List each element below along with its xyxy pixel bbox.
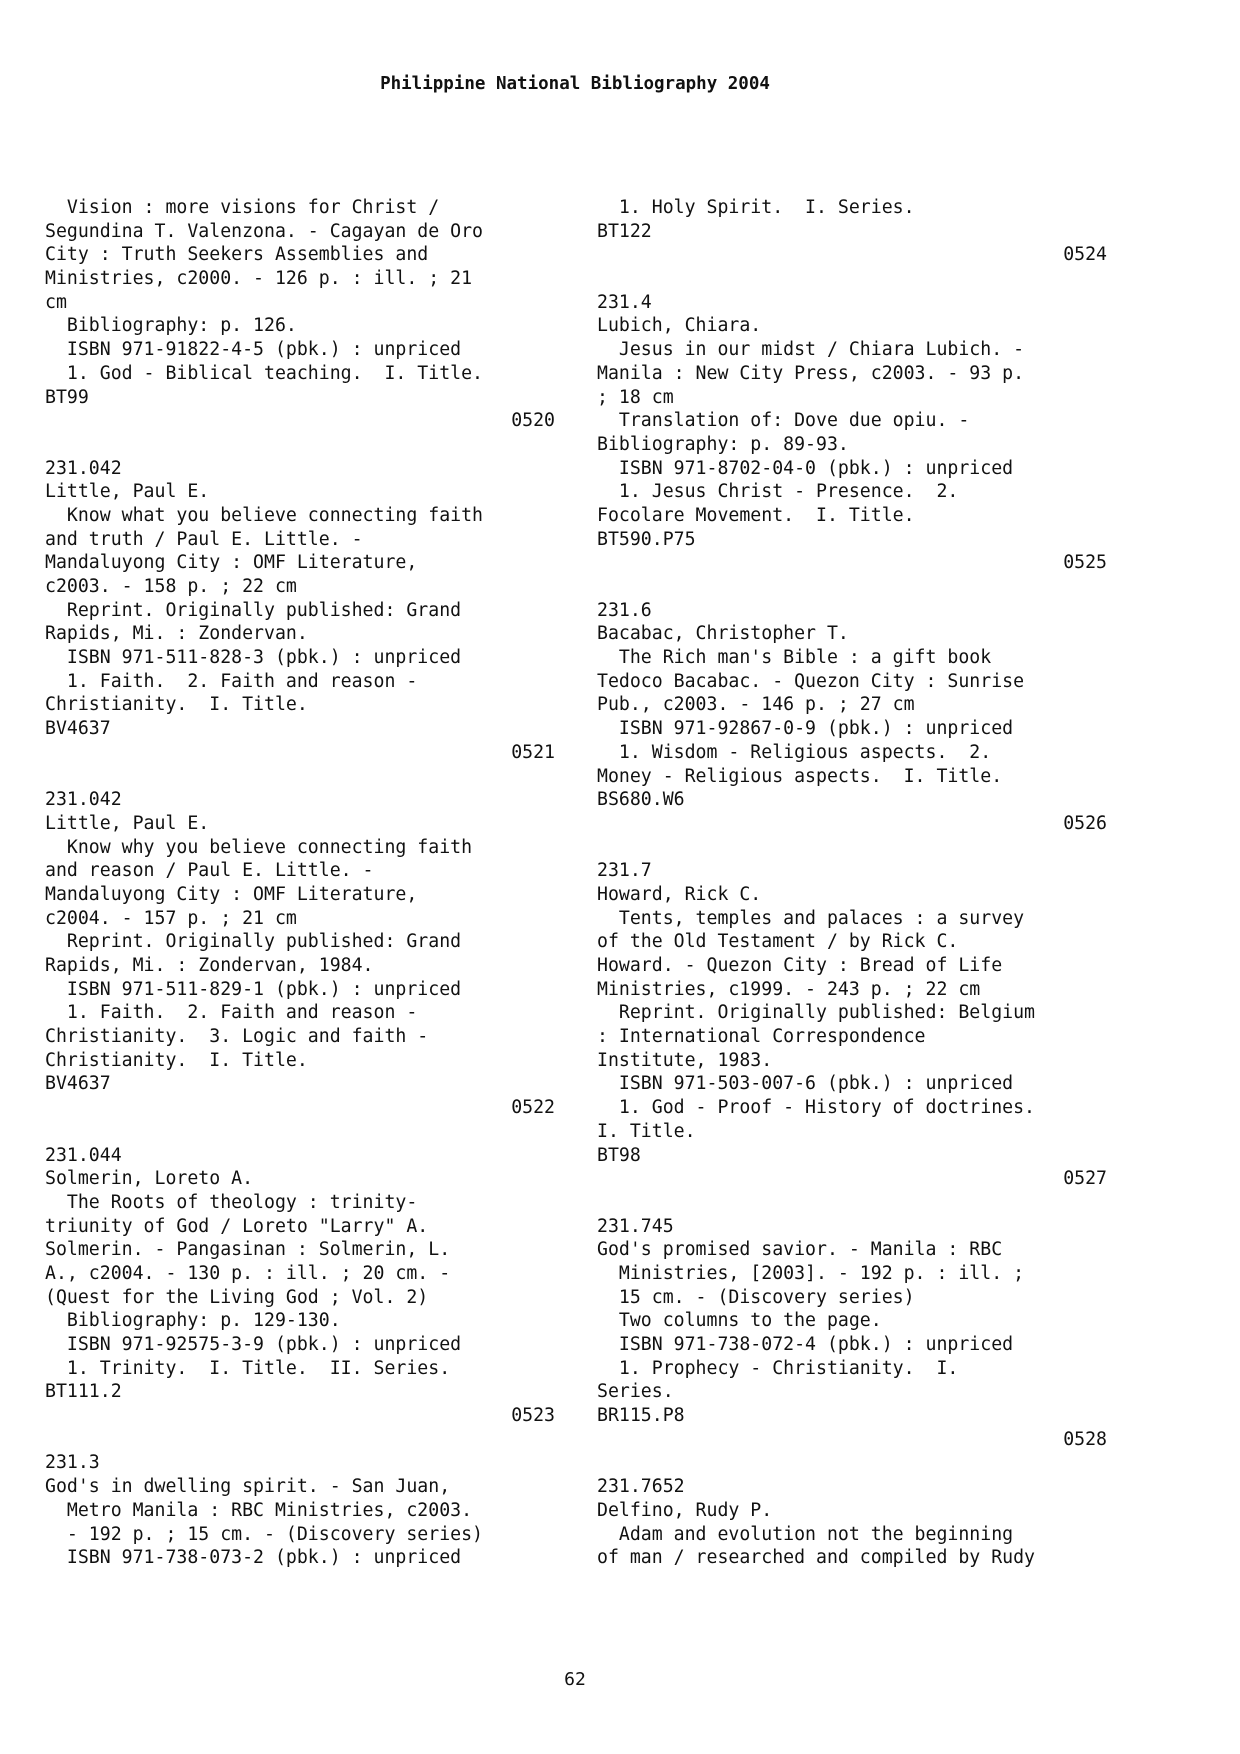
blank-line: [45, 1428, 555, 1452]
entry-line: The Rich man's Bible : a gift book: [597, 647, 992, 669]
entry-line: Institute, 1983.: [597, 1049, 773, 1071]
entry-line: 231.6: [597, 599, 652, 621]
entry-line: The Roots of theology : trinity-: [45, 1191, 418, 1213]
entry-line: 231.044: [45, 1144, 122, 1166]
entry-line: ISBN 971-92867-0-9 (pbk.) : unpriced: [597, 718, 1014, 740]
entry-number: 0520: [511, 410, 555, 432]
entry-line: ; 18 cm: [597, 386, 674, 408]
entry-line: Series.: [597, 1381, 674, 1403]
entry-line: BT98: [597, 1144, 641, 1166]
entry-number: 0522: [511, 1097, 555, 1119]
entry-line: Know what you believe connecting faith: [45, 504, 483, 526]
entry-line: 1. Faith. 2. Faith and reason -: [45, 1002, 418, 1024]
entry-line: Ministries, [2003]. - 192 p. : ill. ;: [597, 1262, 1025, 1284]
entry-line: Know why you believe connecting faith: [45, 836, 473, 858]
entry-line: Bibliography: p. 126.: [45, 315, 297, 337]
entry-line: Reprint. Originally published: Grand: [45, 599, 462, 621]
entry-line: Jesus in our midst / Chiara Lubich. -: [597, 339, 1025, 361]
page-number: 62: [564, 1669, 586, 1690]
entry-line: BT99: [45, 386, 89, 408]
entry-line: ISBN 971-503-007-6 (pbk.) : unpriced: [597, 1073, 1014, 1095]
entry-line: Manila : New City Press, c2003. - 93 p.: [597, 362, 1025, 384]
entry-line: ISBN 971-511-829-1 (pbk.) : unpriced: [45, 978, 462, 1000]
entry-line: BT590.P75: [597, 528, 696, 550]
entry-line: Tents, temples and palaces : a survey: [597, 907, 1025, 929]
entry-number: 0526: [1063, 812, 1107, 834]
entry-number: 0524: [1063, 244, 1107, 266]
entry-line: Rapids, Mi. : Zondervan, 1984.: [45, 955, 374, 976]
entry-line: Metro Manila : RBC Ministries, c2003.: [45, 1499, 473, 1521]
entry-line: and truth / Paul E. Little. -: [45, 528, 363, 550]
entry-line: 231.7652: [597, 1476, 685, 1498]
entry-line: - 192 p. ; 15 cm. - (Discovery series): [45, 1523, 483, 1545]
entry-line: Christianity. I. Title.: [45, 694, 308, 716]
entry-line: triunity of God / Loreto "Larry" A.: [45, 1215, 429, 1237]
entry-line: of man / researched and compiled by Rudy: [597, 1547, 1035, 1569]
entry-line: 1. Prophecy - Christianity. I.: [597, 1357, 959, 1379]
entry-line: 15 cm. - (Discovery series): [597, 1286, 915, 1308]
entry-line: City : Truth Seekers Assemblies and: [45, 244, 429, 266]
entry-line: c2003. - 158 p. ; 22 cm: [45, 576, 297, 597]
entry-line: ISBN 971-92575-3-9 (pbk.) : unpriced: [45, 1334, 462, 1355]
entry-line: 1. Faith. 2. Faith and reason -: [45, 670, 418, 692]
entry-line: Rapids, Mi. : Zondervan.: [45, 623, 308, 645]
entry-line: Mandaluyong City : OMF Literature,: [45, 883, 418, 905]
entry-line: BS680.W6: [597, 789, 685, 811]
entry-line: Translation of: Dove due opiu. -: [597, 410, 970, 432]
blank-line: [597, 836, 1107, 860]
entry-line: 231.745: [597, 1215, 674, 1237]
blank-line: [45, 1120, 555, 1144]
blank-line: [597, 575, 1107, 599]
entry-line: Lubich, Chiara.: [597, 315, 762, 337]
entry-line: Solmerin. - Pangasinan : Solmerin, L.: [45, 1239, 451, 1261]
entry-line: A., c2004. - 130 p. : ill. ; 20 cm. -: [45, 1262, 451, 1284]
entry-line: of the Old Testament / by Rick C.: [597, 931, 959, 953]
entry-number: 0521: [511, 741, 555, 763]
blank-line: [597, 1451, 1107, 1475]
entry-line: ISBN 971-511-828-3 (pbk.) : unpriced: [45, 647, 462, 669]
entry-line: Money - Religious aspects. I. Title.: [597, 765, 1003, 787]
entry-line: Little, Paul E.: [45, 481, 210, 503]
entry-number: 0528: [1063, 1428, 1107, 1450]
entry-line: ISBN 971-738-072-4 (pbk.) : unpriced: [597, 1334, 1014, 1355]
entry-line: Reprint. Originally published: Grand: [45, 931, 462, 953]
blank-line: [45, 433, 555, 457]
entry-line: cm: [45, 291, 67, 313]
entry-line: 1. Trinity. I. Title. II. Series.: [45, 1357, 451, 1379]
entry-line: Howard. - Quezon City : Bread of Life: [597, 955, 1003, 976]
entry-line: ISBN 971-91822-4-5 (pbk.) : unpriced: [45, 339, 462, 361]
entry-line: 1. God - Biblical teaching. I. Title.: [45, 362, 483, 384]
entry-line: BT122: [597, 220, 652, 242]
entry-line: (Quest for the Living God ; Vol. 2): [45, 1286, 429, 1308]
entry-line: I. Title.: [597, 1120, 696, 1142]
entry-line: Delfino, Rudy P.: [597, 1499, 773, 1521]
entry-line: Howard, Rick C.: [597, 883, 762, 905]
entry-line: 231.3: [45, 1452, 100, 1474]
entry-line: Segundina T. Valenzona. - Cagayan de Oro: [45, 220, 483, 242]
entry-line: : International Correspondence: [597, 1026, 926, 1048]
entry-line: Little, Paul E.: [45, 812, 210, 834]
entry-line: and reason / Paul E. Little. -: [45, 860, 374, 882]
entry-line: Bibliography: p. 89-93.: [597, 433, 849, 455]
right-column: [597, 196, 1107, 1570]
entry-line: God's in dwelling spirit. - San Juan,: [45, 1476, 451, 1498]
entry-line: Pub., c2003. - 146 p. ; 27 cm: [597, 694, 915, 716]
entry-line: Christianity. 3. Logic and faith -: [45, 1026, 429, 1048]
entry-line: 231.4: [597, 291, 652, 313]
entry-line: Bibliography: p. 129-130.: [45, 1310, 341, 1332]
blank-line: [597, 267, 1107, 291]
entry-line: BV4637: [45, 718, 111, 740]
entry-line: 231.7: [597, 860, 652, 882]
entry-line: ISBN 971-8702-04-0 (pbk.) : unpriced: [597, 457, 1014, 479]
entry-line: BR115.P8: [597, 1405, 685, 1427]
entry-line: Vision : more visions for Christ /: [45, 197, 440, 218]
entry-line: BT111.2: [45, 1381, 122, 1403]
entry-line: Focolare Movement. I. Title.: [597, 504, 915, 526]
entry-line: Two columns to the page.: [597, 1310, 882, 1332]
entry-line: 1. God - Proof - History of doctrines.: [597, 1097, 1035, 1119]
entry-line: Bacabac, Christopher T.: [597, 623, 849, 645]
blank-line: [597, 1191, 1107, 1215]
entry-line: 1. Jesus Christ - Presence. 2.: [597, 481, 959, 503]
left-column: [45, 196, 555, 1570]
entry-line: Mandaluyong City : OMF Literature,: [45, 552, 418, 574]
entry-line: Ministries, c1999. - 243 p. ; 22 cm: [597, 978, 981, 1000]
entry-line: c2004. - 157 p. ; 21 cm: [45, 907, 297, 929]
entry-line: 231.042: [45, 457, 122, 479]
entry-line: 231.042: [45, 789, 122, 811]
entry-line: 1. Holy Spirit. I. Series.: [597, 197, 915, 218]
blank-line: [45, 765, 555, 789]
entry-line: Christianity. I. Title.: [45, 1049, 308, 1071]
entry-line: Reprint. Originally published: Belgium: [597, 1002, 1035, 1024]
entry-line: Tedoco Bacabac. - Quezon City : Sunrise: [597, 670, 1025, 692]
entry-line: Solmerin, Loreto A.: [45, 1168, 254, 1190]
page-title: Philippine National Bibliography 2004: [380, 74, 770, 94]
entry-number: 0527: [1063, 1168, 1107, 1190]
entry-number: 0523: [511, 1405, 555, 1427]
entry-line: 1. Wisdom - Religious aspects. 2.: [597, 741, 992, 763]
entry-line: BV4637: [45, 1073, 111, 1095]
entry-number: 0525: [1063, 552, 1107, 574]
entry-line: ISBN 971-738-073-2 (pbk.) : unpriced: [45, 1547, 462, 1569]
entry-line: Adam and evolution not the beginning: [597, 1523, 1014, 1545]
entry-line: God's promised savior. - Manila : RBC: [597, 1239, 1003, 1261]
entry-line: Ministries, c2000. - 126 p. : ill. ; 21: [45, 268, 473, 290]
